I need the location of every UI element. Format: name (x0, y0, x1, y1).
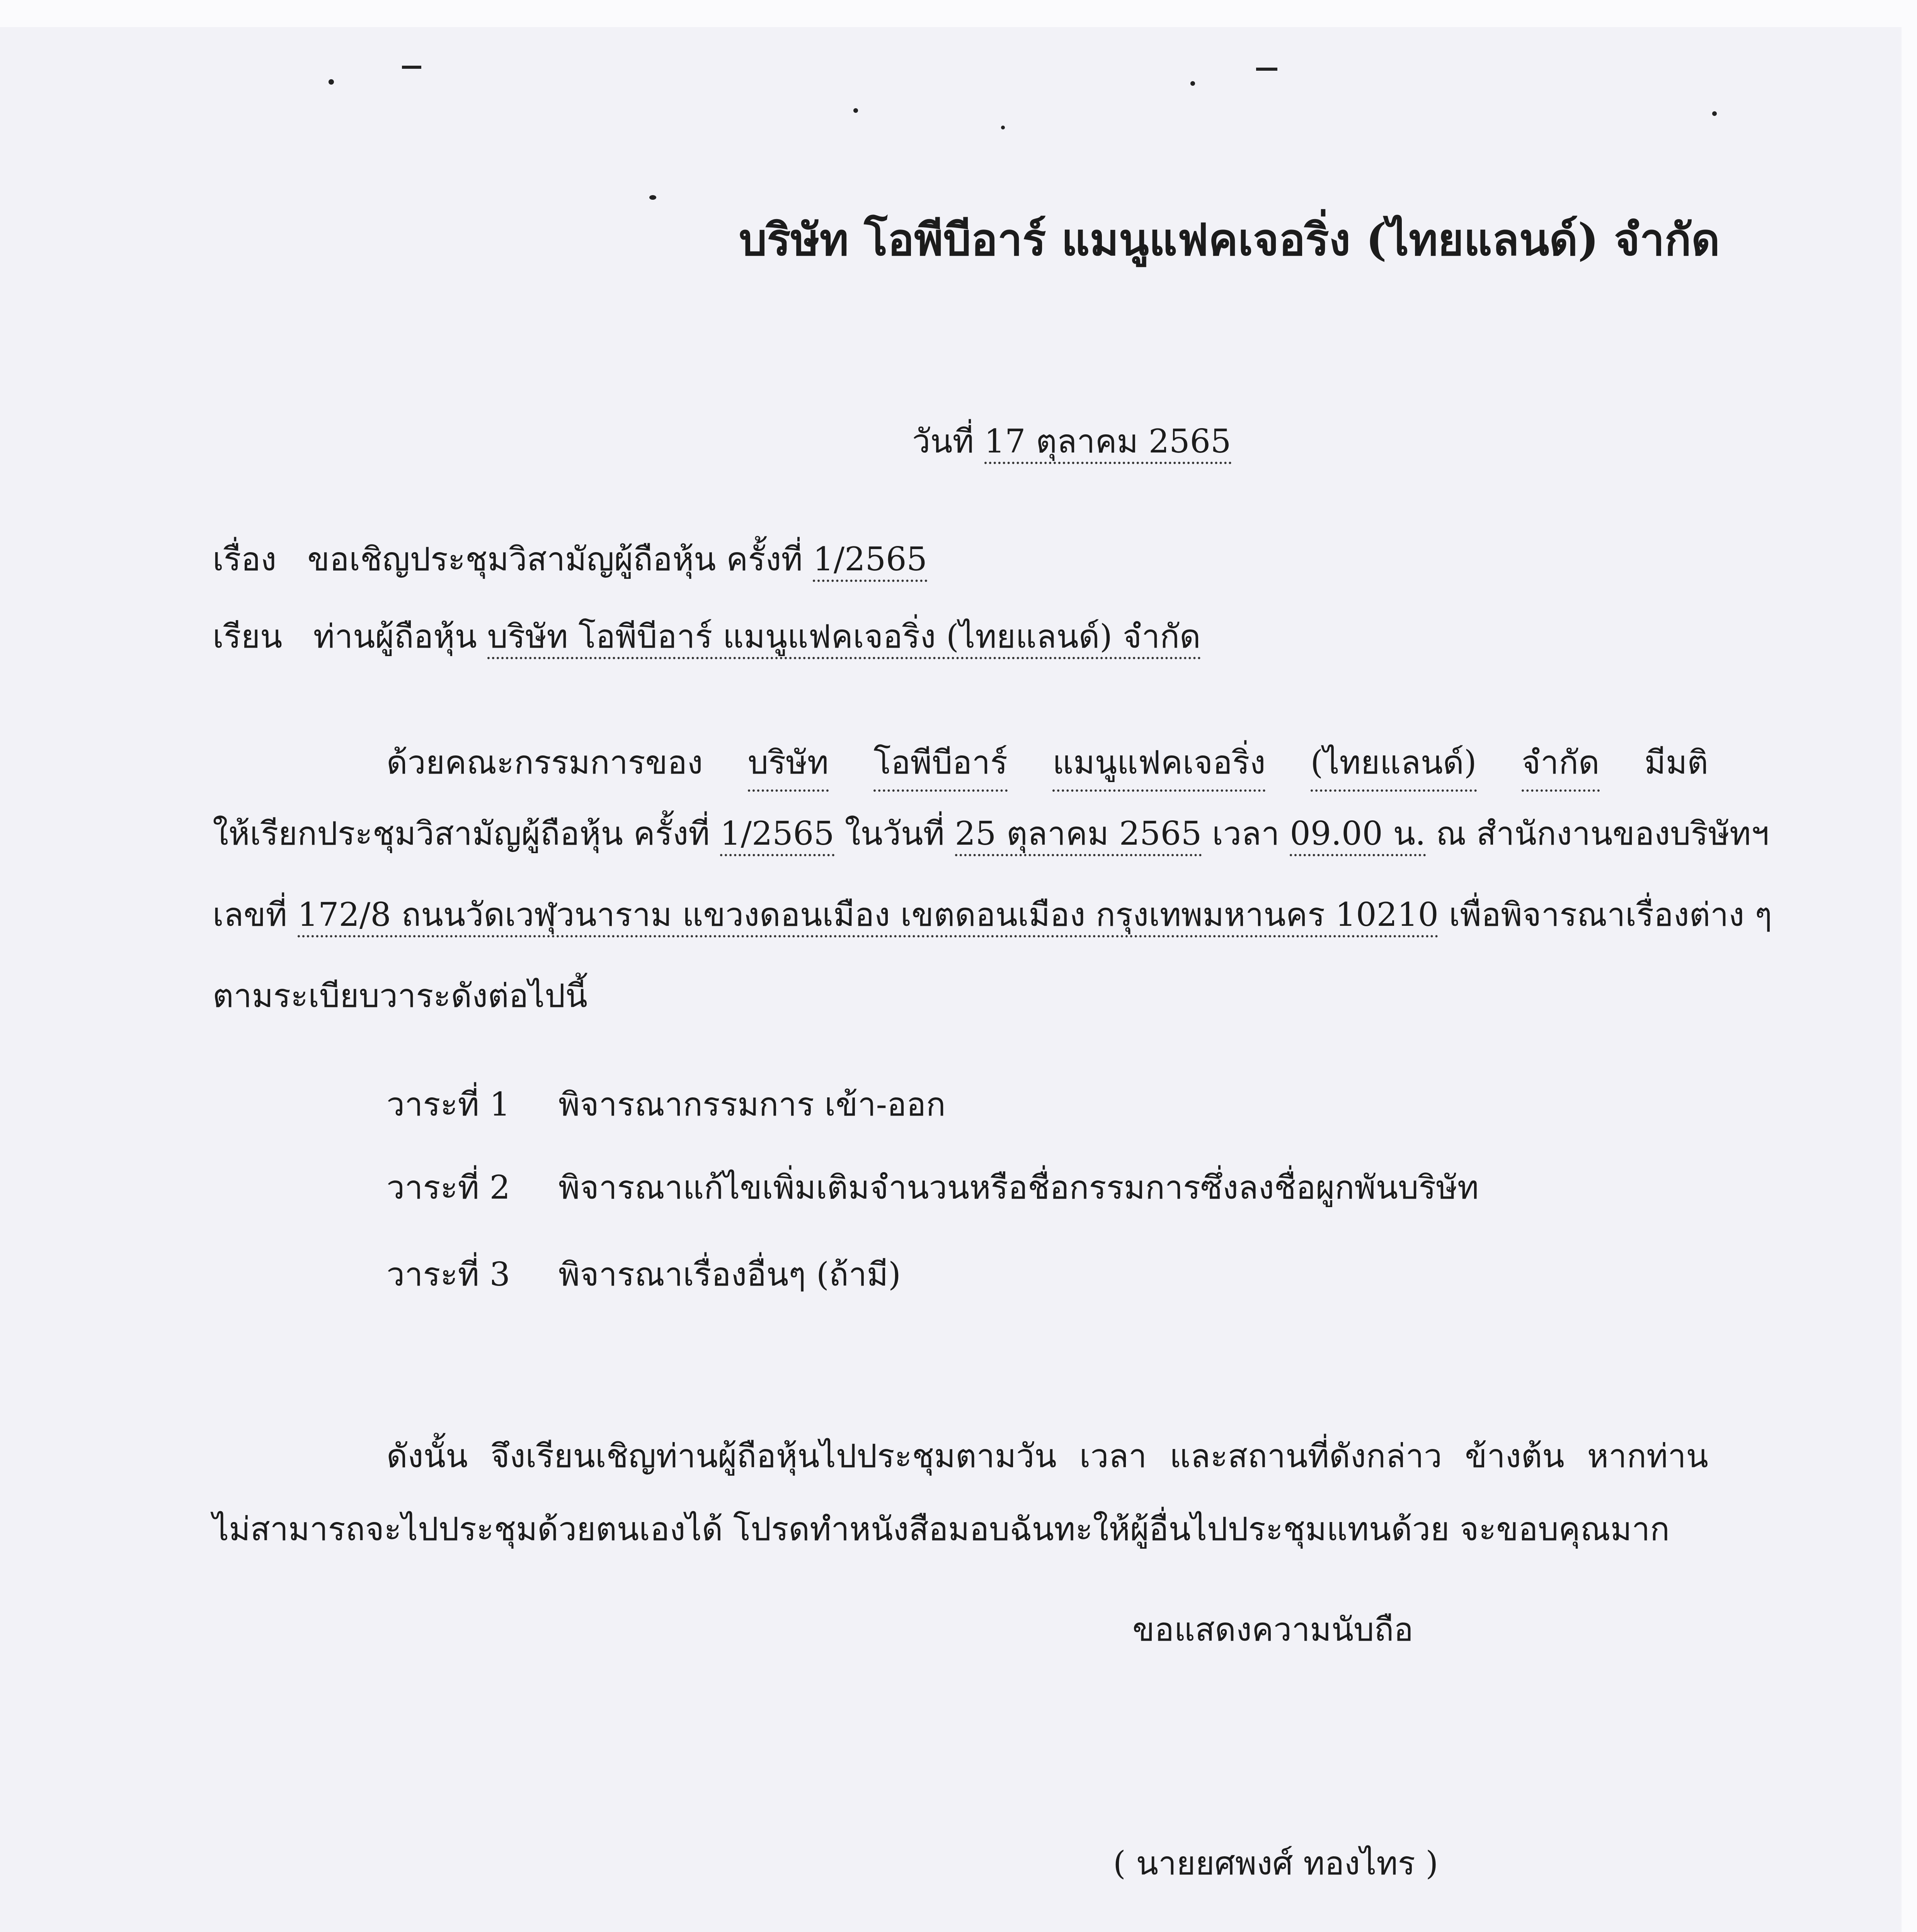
scan-speck (853, 108, 858, 113)
to-text: ท่านผู้ถือหุ้น (313, 617, 477, 655)
para1-line2 (213, 817, 1769, 850)
para1-text: ในวันที่ (844, 815, 945, 852)
para1-line1-end: มีมติ (1644, 743, 1708, 781)
meeting-time: 09.00 น. (1290, 815, 1425, 856)
signer-name: ( นายยศพงศ์ ทองไทร ) (1113, 1844, 1439, 1882)
closing-text: ขอแสดงความนับถือ (1132, 1611, 1413, 1648)
agenda-label: วาระที่ 2 (386, 1168, 511, 1206)
letter-date (912, 422, 1231, 460)
scan-speck (649, 195, 656, 200)
para1-line3 (213, 896, 1772, 934)
para1-line1 (386, 736, 1708, 792)
agenda-text: พิจารณาเรื่องอื่นๆ (ถ้ามี) (558, 1255, 901, 1293)
date-value: 17 ตุลาคม 2565 (984, 422, 1231, 464)
agenda-text: พิจารณากรรมการ เข้า-ออก (558, 1085, 946, 1123)
para2-word: จึงเรียนเชิญท่านผู้ถือหุ้นไปประชุมตามวัน (490, 1437, 1057, 1475)
para1-text: เวลา (1212, 815, 1280, 852)
para1-company-word: แมนูแฟคเจอริ่ง (1052, 736, 1265, 792)
scan-speck (1190, 81, 1195, 86)
scan-edge-right (1902, 0, 1917, 1932)
scan-edge-top (0, 0, 1917, 27)
scan-speck (1256, 68, 1277, 71)
scan-speck (402, 66, 421, 69)
meeting-date: 25 ตุลาคม 2565 (955, 815, 1202, 856)
para2-word: เวลา (1079, 1437, 1147, 1475)
para1-company-word: บริษัท (748, 736, 829, 792)
para2-word: ข้างต้น (1465, 1437, 1565, 1475)
para1-text: เพื่อพิจารณาเรื่องต่าง ๆ (1449, 896, 1772, 934)
subject-label: เรื่อง (213, 540, 277, 578)
para1-line4: ตามระเบียบวาระดังต่อไปนี้ (213, 977, 588, 1015)
para1-text: ณ สำนักงานของบริษัทฯ (1436, 815, 1769, 852)
company-title: บริษัท โอพีบีอาร์ แมนูแฟคเจอริ่ง (ไทยแลนด์) จำกัด (739, 214, 1720, 265)
para1-company-word: โอพีบีอาร์ (873, 736, 1008, 792)
para2-word: ดังนั้น (386, 1437, 468, 1475)
para1-intro: ด้วยคณะกรรมการของ (386, 743, 703, 781)
para1-company-word: (ไทยแลนด์) (1311, 736, 1477, 792)
scan-speck (329, 79, 334, 85)
recipient-line (213, 617, 1201, 655)
agenda-text: พิจารณาแก้ไขเพิ่มเติมจำนวนหรือชื่อกรรมการซึ่งลงชื่อผูกพันบริษัท (558, 1168, 1479, 1206)
meeting-address: 172/8 ถนนวัดเวฬุวนาราม แขวงดอนเมือง เขตดอนเมือง กรุงเทพมหานคร 10210 (298, 896, 1439, 937)
agenda-label: วาระที่ 1 (386, 1085, 511, 1123)
para1-text: ให้เรียกประชุมวิสามัญผู้ถือหุ้น ครั้งที่ (213, 815, 710, 852)
para2-line1 (386, 1430, 1708, 1481)
scan-speck (1001, 126, 1005, 129)
scan-speck (1712, 111, 1717, 116)
para2-line2: ไม่สามารถจะไปประชุมด้วยตนเองได้ โปรดทำหนังสือมอบฉันทะให้ผู้อื่นไปประชุมแทนด้วย จะขอบคุณมาก (213, 1510, 1670, 1548)
to-label: เรียน (213, 617, 283, 655)
subject-number: 1/2565 (813, 540, 927, 582)
date-prefix: วันที่ (912, 422, 974, 460)
subject-text: ขอเชิญประชุมวิสามัญผู้ถือหุ้น ครั้งที่ (307, 540, 803, 578)
para2-word: และสถานที่ดังกล่าว (1170, 1437, 1442, 1475)
subject-line (213, 540, 928, 578)
agenda-label: วาระที่ 3 (386, 1255, 511, 1293)
para1-text: เลขที่ (213, 896, 287, 934)
para1-company-word: จำกัด (1522, 736, 1600, 792)
para2-word: หากท่าน (1587, 1437, 1708, 1475)
meeting-number: 1/2565 (720, 815, 834, 856)
to-company: บริษัท โอพีบีอาร์ แมนูแฟคเจอริ่ง (ไทยแลนด์) จำกัด (487, 617, 1201, 659)
